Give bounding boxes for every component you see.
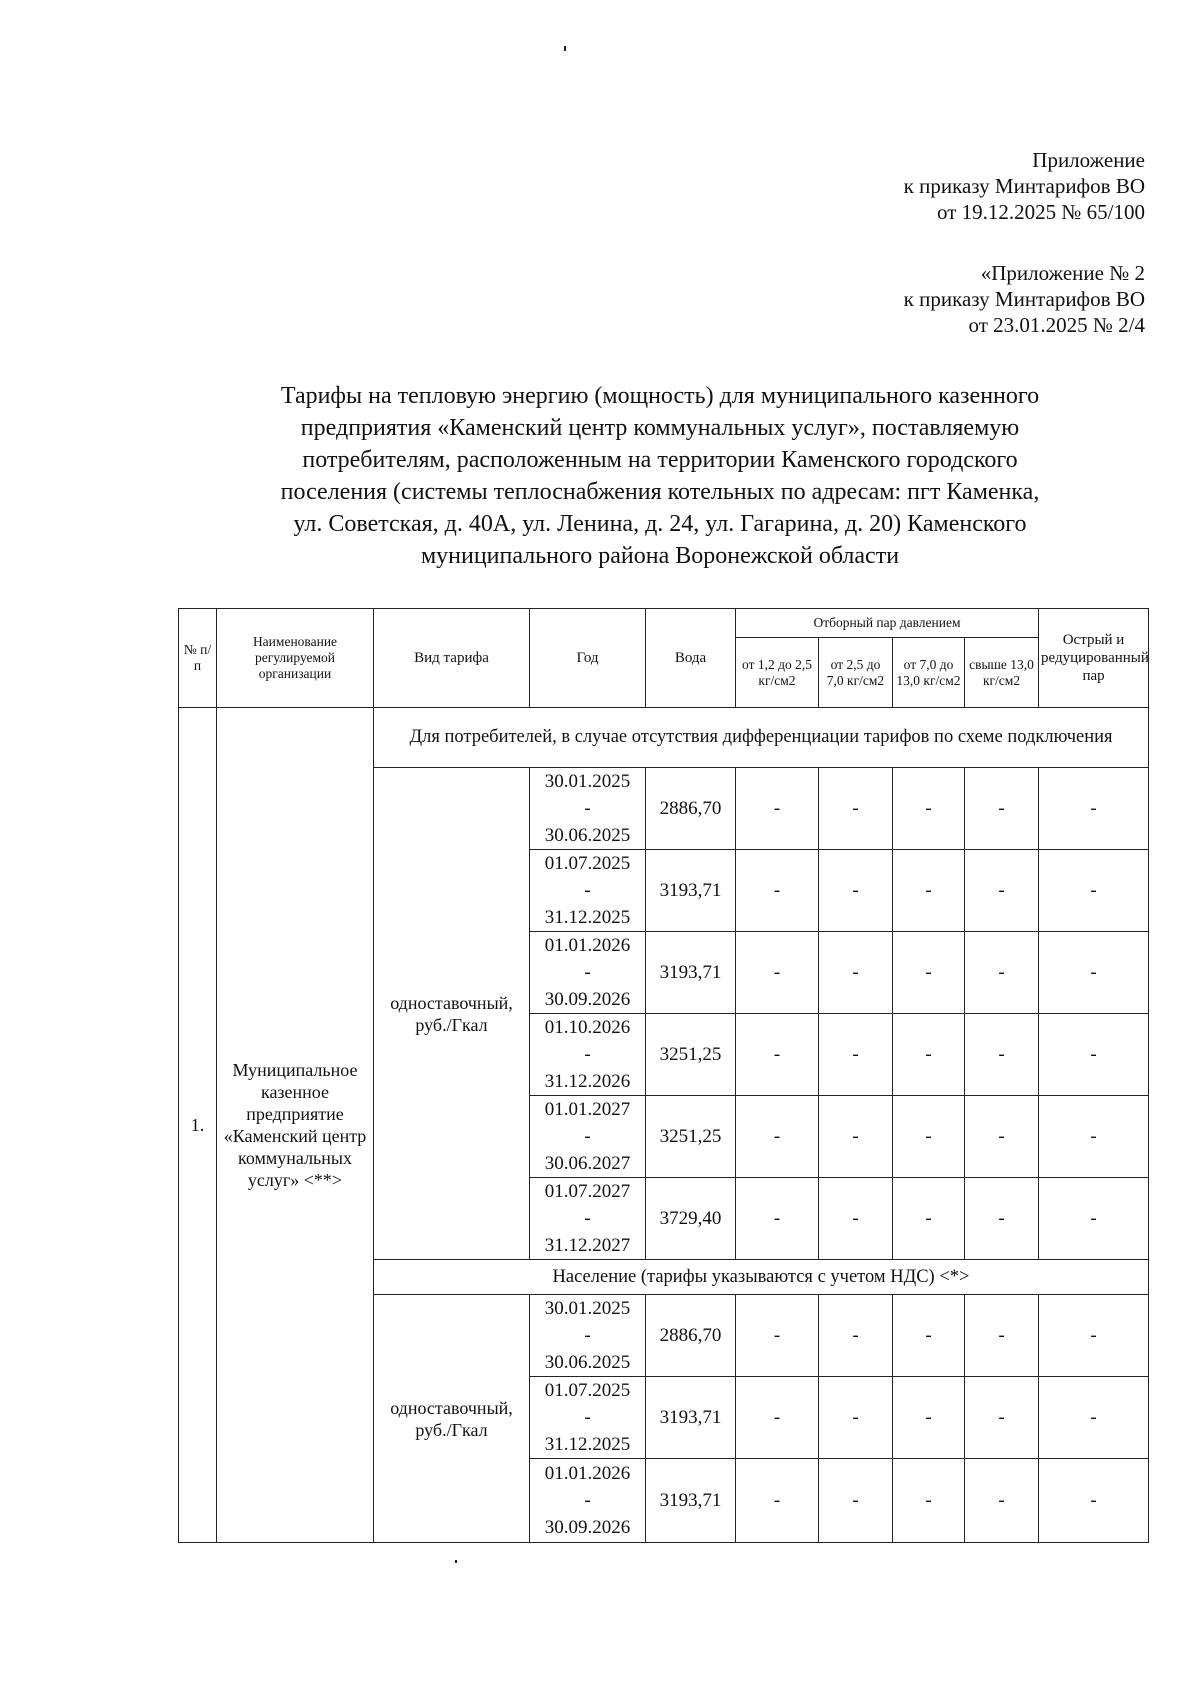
original-appendix-header: [904, 260, 1145, 338]
header-tariff-type: Вид тарифа: [374, 609, 530, 708]
header-org: Наименование регулируемой организации: [217, 609, 374, 708]
appendix-line: Приложение: [1032, 148, 1145, 172]
water-tariff: 3193,71: [646, 850, 736, 932]
steam-3-value: -: [893, 1377, 965, 1459]
period-cell: 30.01.2025 - 30.06.2025: [530, 1295, 646, 1377]
sharp-steam-value: -: [1039, 1096, 1149, 1178]
water-tariff: 2886,70: [646, 1295, 736, 1377]
section-title: Для потребителей, в случае отсутствия дифференциации тарифов по схеме подключения: [374, 708, 1149, 768]
steam-3-value: -: [893, 1014, 965, 1096]
header-steam-2: от 2,5 до 7,0 кг/см2: [819, 638, 893, 708]
appendix-line: к приказу Минтарифов ВО: [903, 287, 1145, 311]
steam-1-value: -: [736, 932, 819, 1014]
period-cell: 01.01.2026 - 30.09.2026: [530, 1459, 646, 1543]
water-tariff: 3193,71: [646, 1377, 736, 1459]
steam-3-value: -: [893, 1178, 965, 1260]
water-tariff: 2886,70: [646, 768, 736, 850]
steam-2-value: -: [819, 932, 893, 1014]
steam-2-value: -: [819, 1096, 893, 1178]
row-number: 1.: [179, 708, 217, 1543]
title-line: поселения (системы теплоснабжения котельных по адресам: пгт Каменка,: [280, 479, 1040, 505]
header-sharp-steam: Острый и редуцированный пар: [1039, 609, 1149, 708]
steam-1-value: -: [736, 850, 819, 932]
scan-speck: [564, 46, 566, 51]
steam-1-value: -: [736, 1096, 819, 1178]
steam-4-value: -: [965, 932, 1039, 1014]
steam-3-value: -: [893, 850, 965, 932]
water-tariff: 3193,71: [646, 1459, 736, 1543]
steam-4-value: -: [965, 1377, 1039, 1459]
steam-3-value: -: [893, 1459, 965, 1543]
title-line: Тарифы на тепловую энергию (мощность) для муниципального казенного: [280, 383, 1040, 409]
steam-4-value: -: [965, 850, 1039, 932]
steam-2-value: -: [819, 1377, 893, 1459]
steam-4-value: -: [965, 768, 1039, 850]
header-num: № п/п: [179, 609, 217, 708]
water-tariff: 3729,40: [646, 1178, 736, 1260]
steam-3-value: -: [893, 1096, 965, 1178]
scan-speck: [455, 1560, 457, 1563]
header-steam-1: от 1,2 до 2,5 кг/см2: [736, 638, 819, 708]
sharp-steam-value: -: [1039, 768, 1149, 850]
steam-2-value: -: [819, 1295, 893, 1377]
tariff-table: [178, 608, 1149, 1543]
steam-2-value: -: [819, 1178, 893, 1260]
section-title: Население (тарифы указываются с учетом НДС) <*>: [374, 1260, 1149, 1295]
sharp-steam-value: -: [1039, 1178, 1149, 1260]
steam-4-value: -: [965, 1014, 1039, 1096]
header-steam-4: свыше 13,0 кг/см2: [965, 638, 1039, 708]
steam-3-value: -: [893, 768, 965, 850]
sharp-steam-value: -: [1039, 1459, 1149, 1543]
header-steam-3: от 7,0 до 13,0 кг/см2: [893, 638, 965, 708]
steam-1-value: -: [736, 1377, 819, 1459]
steam-1-value: -: [736, 768, 819, 850]
document-title: [170, 380, 1150, 572]
period-cell: 01.01.2026 - 30.09.2026: [530, 932, 646, 1014]
steam-3-value: -: [893, 1295, 965, 1377]
steam-1-value: -: [736, 1295, 819, 1377]
appendix-header: [904, 147, 1145, 225]
water-tariff: 3193,71: [646, 932, 736, 1014]
steam-4-value: -: [965, 1459, 1039, 1543]
period-cell: 01.07.2027 - 31.12.2027: [530, 1178, 646, 1260]
header-year: Год: [530, 609, 646, 708]
sharp-steam-value: -: [1039, 1014, 1149, 1096]
steam-2-value: -: [819, 850, 893, 932]
period-cell: 01.01.2027 - 30.06.2027: [530, 1096, 646, 1178]
water-tariff: 3251,25: [646, 1014, 736, 1096]
steam-4-value: -: [965, 1096, 1039, 1178]
period-cell: 30.01.2025 - 30.06.2025: [530, 768, 646, 850]
water-tariff: 3251,25: [646, 1096, 736, 1178]
title-line: потребителям, расположенным на территории Каменского городского: [302, 447, 1018, 473]
period-cell: 01.07.2025 - 31.12.2025: [530, 850, 646, 932]
steam-1-value: -: [736, 1459, 819, 1543]
title-line: ул. Советская, д. 40А, ул. Ленина, д. 24, ул. Гагарина, д. 20) Каменского: [293, 511, 1027, 537]
sharp-steam-value: -: [1039, 850, 1149, 932]
period-cell: 01.07.2025 - 31.12.2025: [530, 1377, 646, 1459]
steam-4-value: -: [965, 1295, 1039, 1377]
header-steam-group: Отборный пар давлением: [736, 609, 1039, 638]
tariff-type: одноставочный, руб./Гкал: [374, 768, 530, 1260]
appendix-line: от 19.12.2025 № 65/100: [936, 200, 1145, 224]
sharp-steam-value: -: [1039, 1295, 1149, 1377]
tariff-type: одноставочный, руб./Гкал: [374, 1295, 530, 1543]
sharp-steam-value: -: [1039, 1377, 1149, 1459]
appendix-line: от 23.01.2025 № 2/4: [968, 313, 1145, 337]
steam-4-value: -: [965, 1178, 1039, 1260]
appendix-line: к приказу Минтарифов ВО: [903, 174, 1145, 198]
header-water: Вода: [646, 609, 736, 708]
steam-2-value: -: [819, 1459, 893, 1543]
title-line: предприятия «Каменский центр коммунальных услуг», поставляемую: [300, 415, 1020, 441]
title-line: муниципального района Воронежской области: [420, 543, 900, 569]
steam-2-value: -: [819, 768, 893, 850]
sharp-steam-value: -: [1039, 932, 1149, 1014]
steam-2-value: -: [819, 1014, 893, 1096]
org-name: Муниципальное казенное предприятие «Каменский центр коммунальных услуг» <**>: [217, 708, 374, 1543]
steam-3-value: -: [893, 932, 965, 1014]
period-cell: 01.10.2026 - 31.12.2026: [530, 1014, 646, 1096]
steam-1-value: -: [736, 1178, 819, 1260]
appendix-line: «Приложение № 2: [980, 261, 1145, 285]
steam-1-value: -: [736, 1014, 819, 1096]
